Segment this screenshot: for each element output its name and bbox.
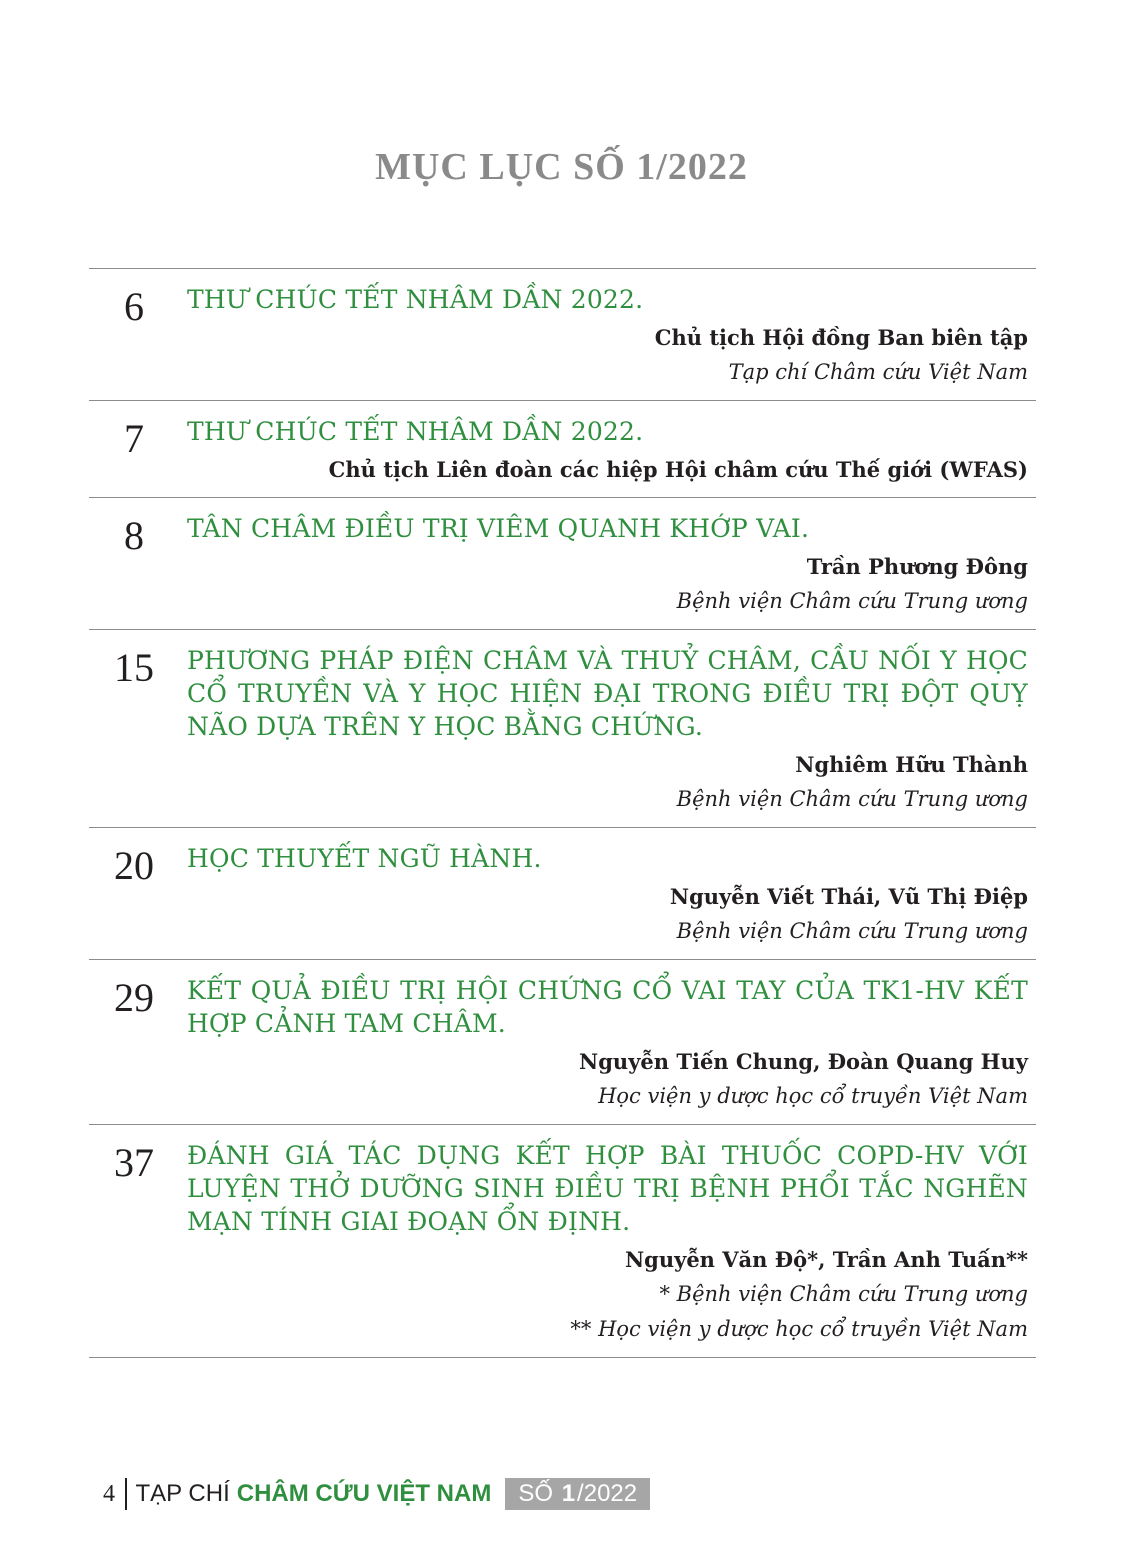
toc-article-title[interactable]: KẾT QUẢ ĐIỀU TRỊ HỘI CHỨNG CỔ VAI TAY CỦA TK1-HV KẾT HỢP CẢNH TAM CHÂM. — [187, 976, 1028, 1038]
toc-affiliation: ** Học viện y dược học cổ truyền Việt Nam — [570, 1317, 1028, 1341]
toc-entry[interactable] — [89, 401, 1036, 498]
toc-page-number: 29 — [114, 975, 154, 1020]
toc-author: Nguyễn Tiến Chung, Đoàn Quang Huy — [579, 1049, 1028, 1074]
toc-affiliation: Học viện y dược học cổ truyền Việt Nam — [598, 1084, 1028, 1108]
toc-article-title[interactable]: ĐÁNH GIÁ TÁC DỤNG KẾT HỢP BÀI THUỐC COPD-HV VỚI LUYỆN THỞ DƯỠNG SINH ĐIỀU TRỊ BỆNH PHỔI TẮC NGHẼN MẠN TÍNH GIAI ĐOẠN ỔN ĐỊNH. — [187, 1141, 1028, 1236]
toc-entry[interactable] — [89, 960, 1036, 1125]
footer-journal-prefix: TẠP CHÍ — [135, 1480, 230, 1507]
toc-entry[interactable] — [89, 630, 1036, 828]
toc-affiliation: Bệnh viện Châm cứu Trung ương — [676, 787, 1028, 811]
table-of-contents — [89, 268, 1036, 1358]
toc-author: Nguyễn Văn Độ*, Trần Anh Tuấn** — [624, 1247, 1028, 1272]
footer-issue-label: SỐ — [518, 1480, 554, 1507]
toc-page-number: 15 — [114, 645, 154, 690]
toc-author: Nghiêm Hữu Thành — [795, 752, 1028, 777]
toc-article-title[interactable]: PHƯƠNG PHÁP ĐIỆN CHÂM VÀ THUỶ CHÂM, CẦU NỐI Y HỌC CỔ TRUYỀN VÀ Y HỌC HIỆN ĐẠI TRONG ĐIỀU TRỊ ĐỘT QUỴ NÃO DỰA TRÊN Y HỌC BẰNG CHỨNG. — [187, 646, 1028, 741]
footer-issue-number: 1 — [561, 1480, 576, 1507]
toc-affiliation: * Bệnh viện Châm cứu Trung ương — [659, 1282, 1028, 1306]
toc-page-number: 7 — [124, 416, 144, 461]
footer-journal-name: CHÂM CỨU VIỆT NAM — [236, 1480, 492, 1507]
toc-page-number: 20 — [114, 843, 154, 888]
toc-entry[interactable] — [89, 498, 1036, 630]
toc-article-title[interactable]: THƯ CHÚC TẾT NHÂM DẦN 2022. — [187, 285, 644, 314]
toc-page-number: 37 — [114, 1140, 154, 1185]
page-title: MỤC LỤC SỐ 1/2022 — [375, 146, 748, 188]
toc-article-title[interactable]: HỌC THUYẾT NGŨ HÀNH. — [187, 844, 542, 873]
toc-page-number: 6 — [124, 284, 144, 329]
page-footer — [103, 1478, 650, 1510]
toc-author: Nguyễn Viết Thái, Vũ Thị Điệp — [669, 884, 1028, 909]
toc-article-title[interactable]: TÂN CHÂM ĐIỀU TRỊ VIÊM QUANH KHỚP VAI. — [187, 514, 810, 543]
toc-author: Chủ tịch Hội đồng Ban biên tập — [654, 325, 1028, 350]
toc-article-title[interactable]: THƯ CHÚC TẾT NHÂM DẦN 2022. — [187, 417, 644, 446]
toc-page-number: 8 — [124, 513, 144, 558]
toc-author: Chủ tịch Liên đoàn các hiệp Hội châm cứu Thế giới (WFAS) — [328, 457, 1028, 482]
toc-entry[interactable] — [89, 269, 1036, 401]
toc-affiliation: Bệnh viện Châm cứu Trung ương — [676, 919, 1028, 943]
footer-divider — [125, 1478, 127, 1510]
toc-affiliation: Tạp chí Châm cứu Việt Nam — [728, 360, 1028, 384]
toc-author: Trần Phương Đông — [806, 554, 1028, 579]
footer-page-number: 4 — [103, 1480, 115, 1507]
toc-entry[interactable] — [89, 1125, 1036, 1358]
toc-entry[interactable] — [89, 828, 1036, 960]
footer-issue-year: /2022 — [577, 1480, 638, 1507]
footer-issue-badge — [505, 1478, 650, 1510]
toc-affiliation: Bệnh viện Châm cứu Trung ương — [676, 589, 1028, 613]
